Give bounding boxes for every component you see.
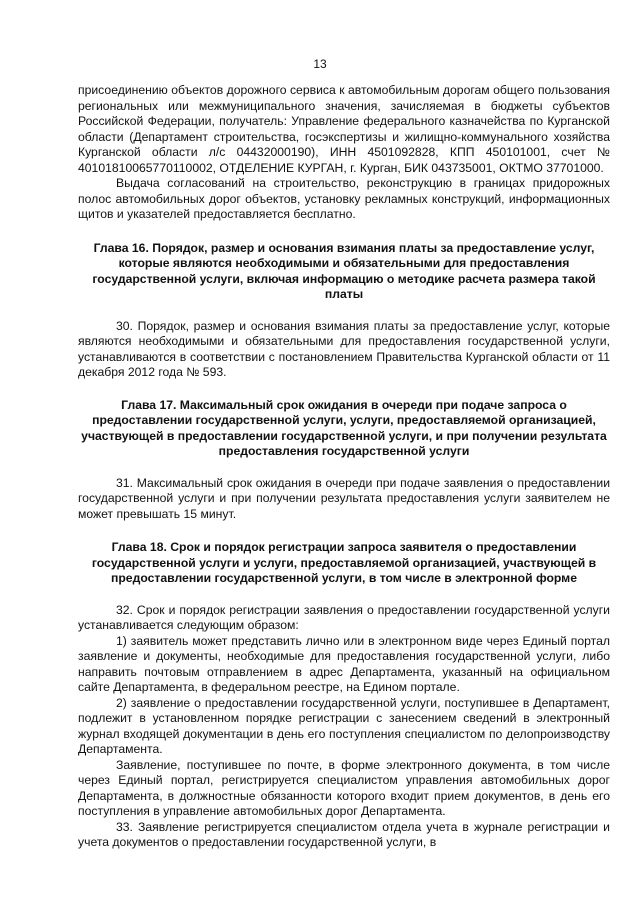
page-number: 13 xyxy=(313,57,327,71)
paragraph-32-item-1: 1) заявитель может представить лично или в электронном виде через Единый портал заявление и документы, необходимые для предоставления государственной услуги, либо направить почтовым отправлением в адрес Департамента, указанный на официальном сайте Департамента, в федеральном реестре, на Едином портале. xyxy=(78,633,610,694)
paragraph-free-approvals: Выдача согласований на строительство, реконструкцию в границах придорожных полос автомобильных дорог объектов, установку рекламных конструкций, информационных щитов и указателей предоставляется бесплатно. xyxy=(78,176,610,221)
document-body xyxy=(78,83,610,851)
paragraph-30: 30. Порядок, размер и основания взимания платы за предоставление услуг, которые являются необходимыми и обязательными для предоставления государственной услуги, устанавливаются в соответствии с постановлением Правительства Курганской области от 11 декабря 2012 года № 593. xyxy=(78,318,610,379)
chapter-18-heading: Глава 18. Срок и порядок регистрации запроса заявителя о предоставлении государственной услуги и услуги, предоставляемой организацией, участвующей в предоставлении государственной услуги, в том числе в электронной форме xyxy=(91,540,597,585)
paragraph-32-mail: Заявление, поступившее по почте, в форме электронного документа, в том числе через Единый портал, регистрируется специалистом управления автомобильных дорог Департамента, в должностные обязанности которого входит прием документов, в день его поступления в управление автомобильных дорог Департамента. xyxy=(78,757,610,818)
paragraph-33: 33. Заявление регистрируется специалистом отдела учета в журнале регистрации и учета документов о предоставлении государственной услуги, в xyxy=(78,819,610,849)
paragraph-31: 31. Максимальный срок ожидания в очереди при подаче заявления о предоставлении государственной услуги и при получении результата предоставления услуги заявителем не может превышать 15 минут. xyxy=(78,475,610,521)
paragraph-32: 32. Срок и порядок регистрации заявления о предоставлении государственной услуги устанавливается следующим образом: xyxy=(78,602,610,632)
paragraph-32-item-2: 2) заявление о предоставлении государственной услуги, поступившее в Департамент, подлежит в установленном порядке регистрации с занесением сведений в электронный журнал входящей документации в день его поступления специалистом по делопроизводству Департамента. xyxy=(78,695,610,756)
chapter-17-heading: Глава 17. Максимальный срок ожидания в очереди при подаче запроса о предоставлении государственной услуги, услуги, предоставляемой организацией, участвующей в предоставлении государственной услуги, и при получении результата предоставления государственной услуги xyxy=(81,397,607,458)
chapter-16-heading: Глава 16. Порядок, размер и основания взимания платы за предоставление услуг, которые являются необходимыми и обязательными для предоставления государственной услуги, включая информацию о методике расчета размера такой платы xyxy=(92,240,596,301)
paragraph-payment-details: присоединению объектов дорожного сервиса к автомобильным дорогам общего пользования региональных или межмуниципального значения, зачисляемая в бюджеты субъектов Российской Федерации, получатель: Управление федерального казначейства по Курганской области (Департамент строительства, госэкспертизы и жилищно-коммунального хозяйства Курганской области л/с 04432000190), ИНН 4501092828, КПП 450101001, счет № 40101810065770110002, ОТДЕЛЕНИЕ КУРГАН, г. Курган, БИК 043735001, ОКТМО 37701000. xyxy=(78,83,610,175)
